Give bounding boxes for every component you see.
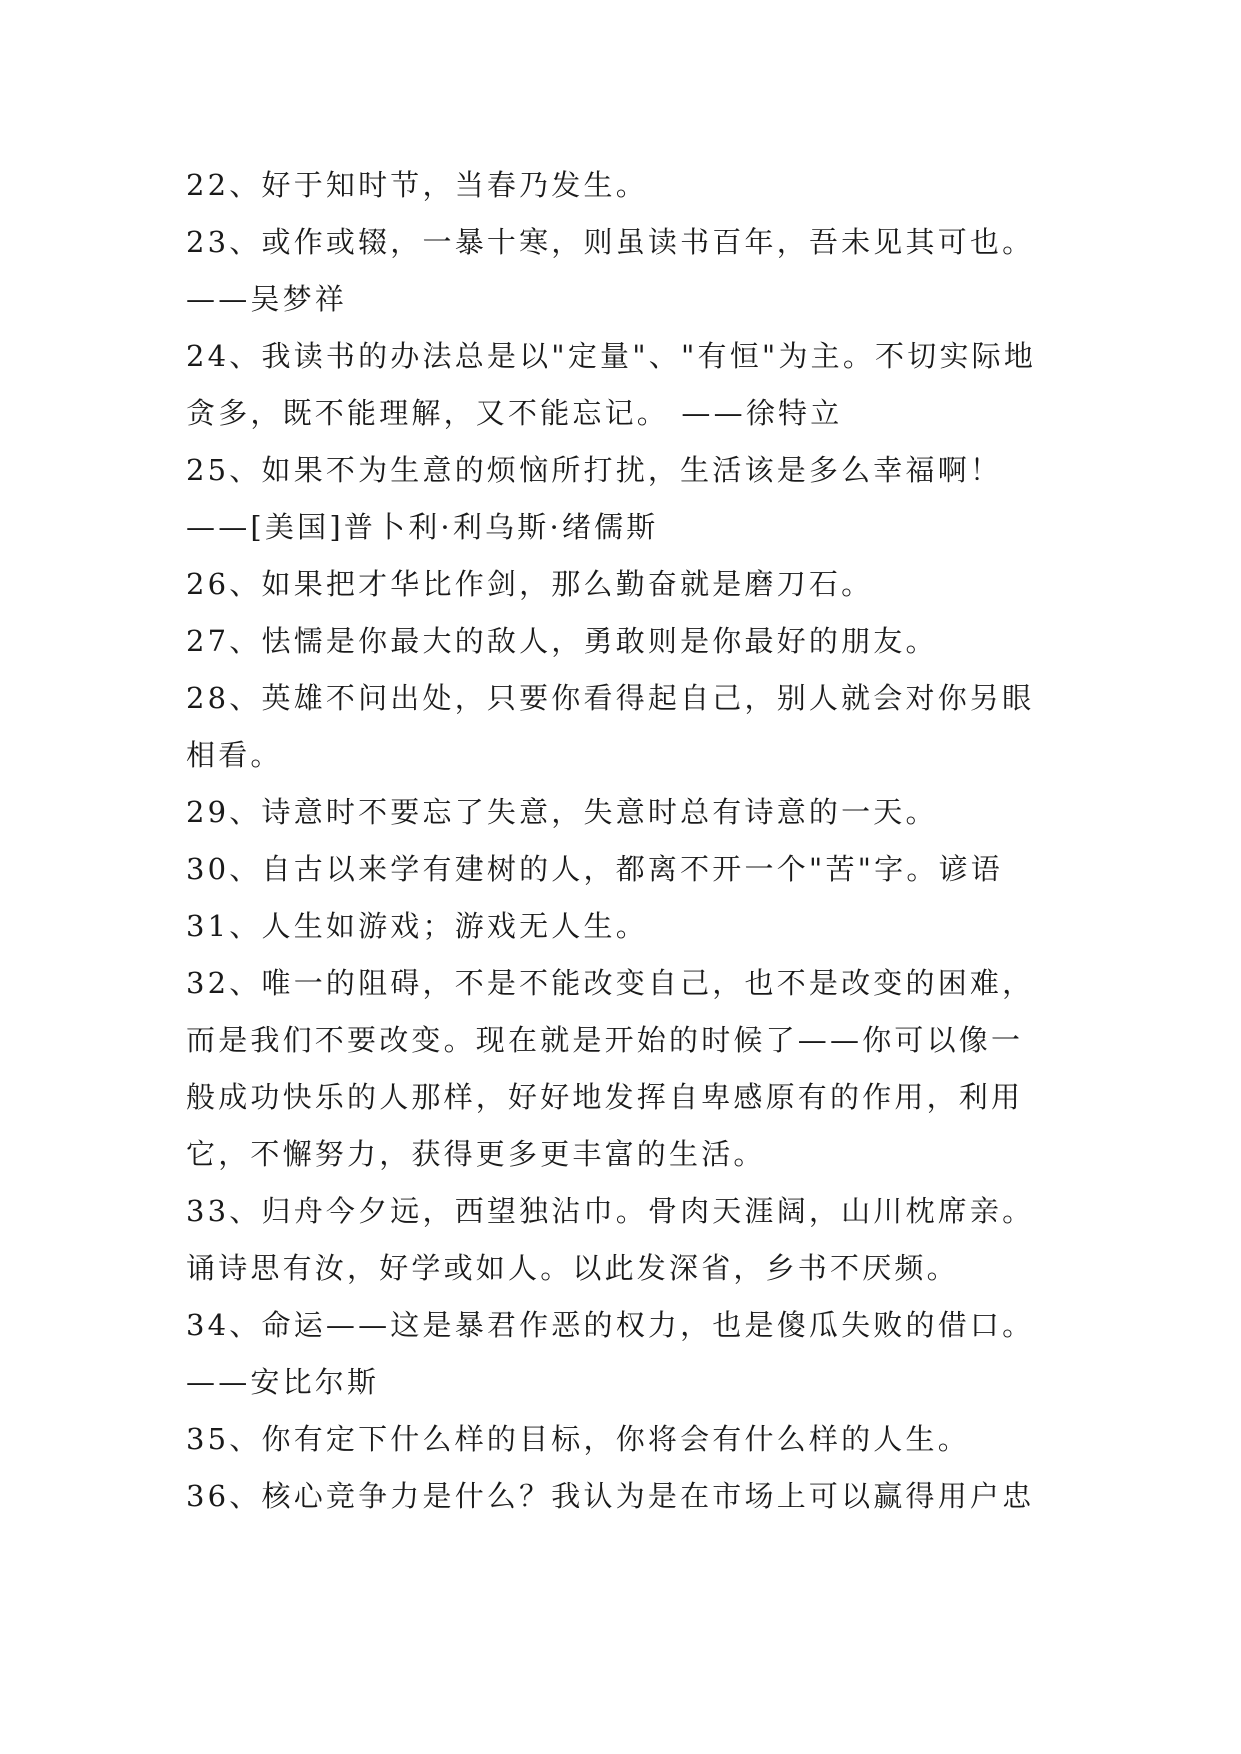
text-line: 32、唯一的阻碍，不是不能改变自己，也不是改变的困难， (186, 966, 1035, 1000)
text-line: 28、英雄不问出处，只要你看得起自己，别人就会对你另眼 (186, 681, 1035, 715)
document-body (186, 157, 1066, 1525)
text-line: 26、如果把才华比作剑，那么勤奋就是磨刀石。 (186, 567, 874, 601)
text-line: ——安比尔斯 (186, 1365, 380, 1399)
text-line: 相看。 (186, 738, 283, 772)
text-line: 29、诗意时不要忘了失意，失意时总有诗意的一天。 (186, 795, 938, 829)
text-line: 诵诗思有汝，好学或如人。以此发深省，乡书不厌频。 (186, 1251, 959, 1285)
text-line: 贪多，既不能理解，又不能忘记。 ——徐特立 (186, 396, 843, 430)
text-line: 34、命运——这是暴君作恶的权力，也是傻瓜失败的借口。 (186, 1308, 1035, 1342)
text-line: 般成功快乐的人那样，好好地发挥自卑感原有的作用，利用 (186, 1080, 1024, 1114)
text-line: ——[美国]普卜利·利乌斯·绪儒斯 (186, 510, 659, 544)
text-line: 24、我读书的办法总是以"定量"、"有恒"为主。不切实际地 (186, 339, 1037, 373)
text-line: 30、自古以来学有建树的人，都离不开一个"苦"字。谚语 (186, 852, 1003, 886)
text-line: 27、怯懦是你最大的敌人，勇敢则是你最好的朋友。 (186, 624, 938, 658)
text-line: 31、人生如游戏；游戏无人生。 (186, 909, 648, 943)
text-line: 25、如果不为生意的烦恼所打扰，生活该是多么幸福啊！ (186, 453, 1003, 487)
text-line: 23、或作或辍，一暴十寒，则虽读书百年，吾未见其可也。 (186, 225, 1035, 259)
text-line: 22、好于知时节，当春乃发生。 (186, 168, 648, 202)
text-line: ——吴梦祥 (186, 282, 348, 316)
text-line: 而是我们不要改变。现在就是开始的时候了——你可以像一 (186, 1023, 1024, 1057)
text-line: 36、核心竞争力是什么？我认为是在市场上可以赢得用户忠 (186, 1479, 1035, 1513)
text-line: 33、归舟今夕远，西望独沾巾。骨肉天涯阔，山川枕席亲。 (186, 1194, 1035, 1228)
text-line: 它，不懈努力，获得更多更丰富的生活。 (186, 1137, 766, 1171)
text-line: 35、你有定下什么样的目标，你将会有什么样的人生。 (186, 1422, 970, 1456)
